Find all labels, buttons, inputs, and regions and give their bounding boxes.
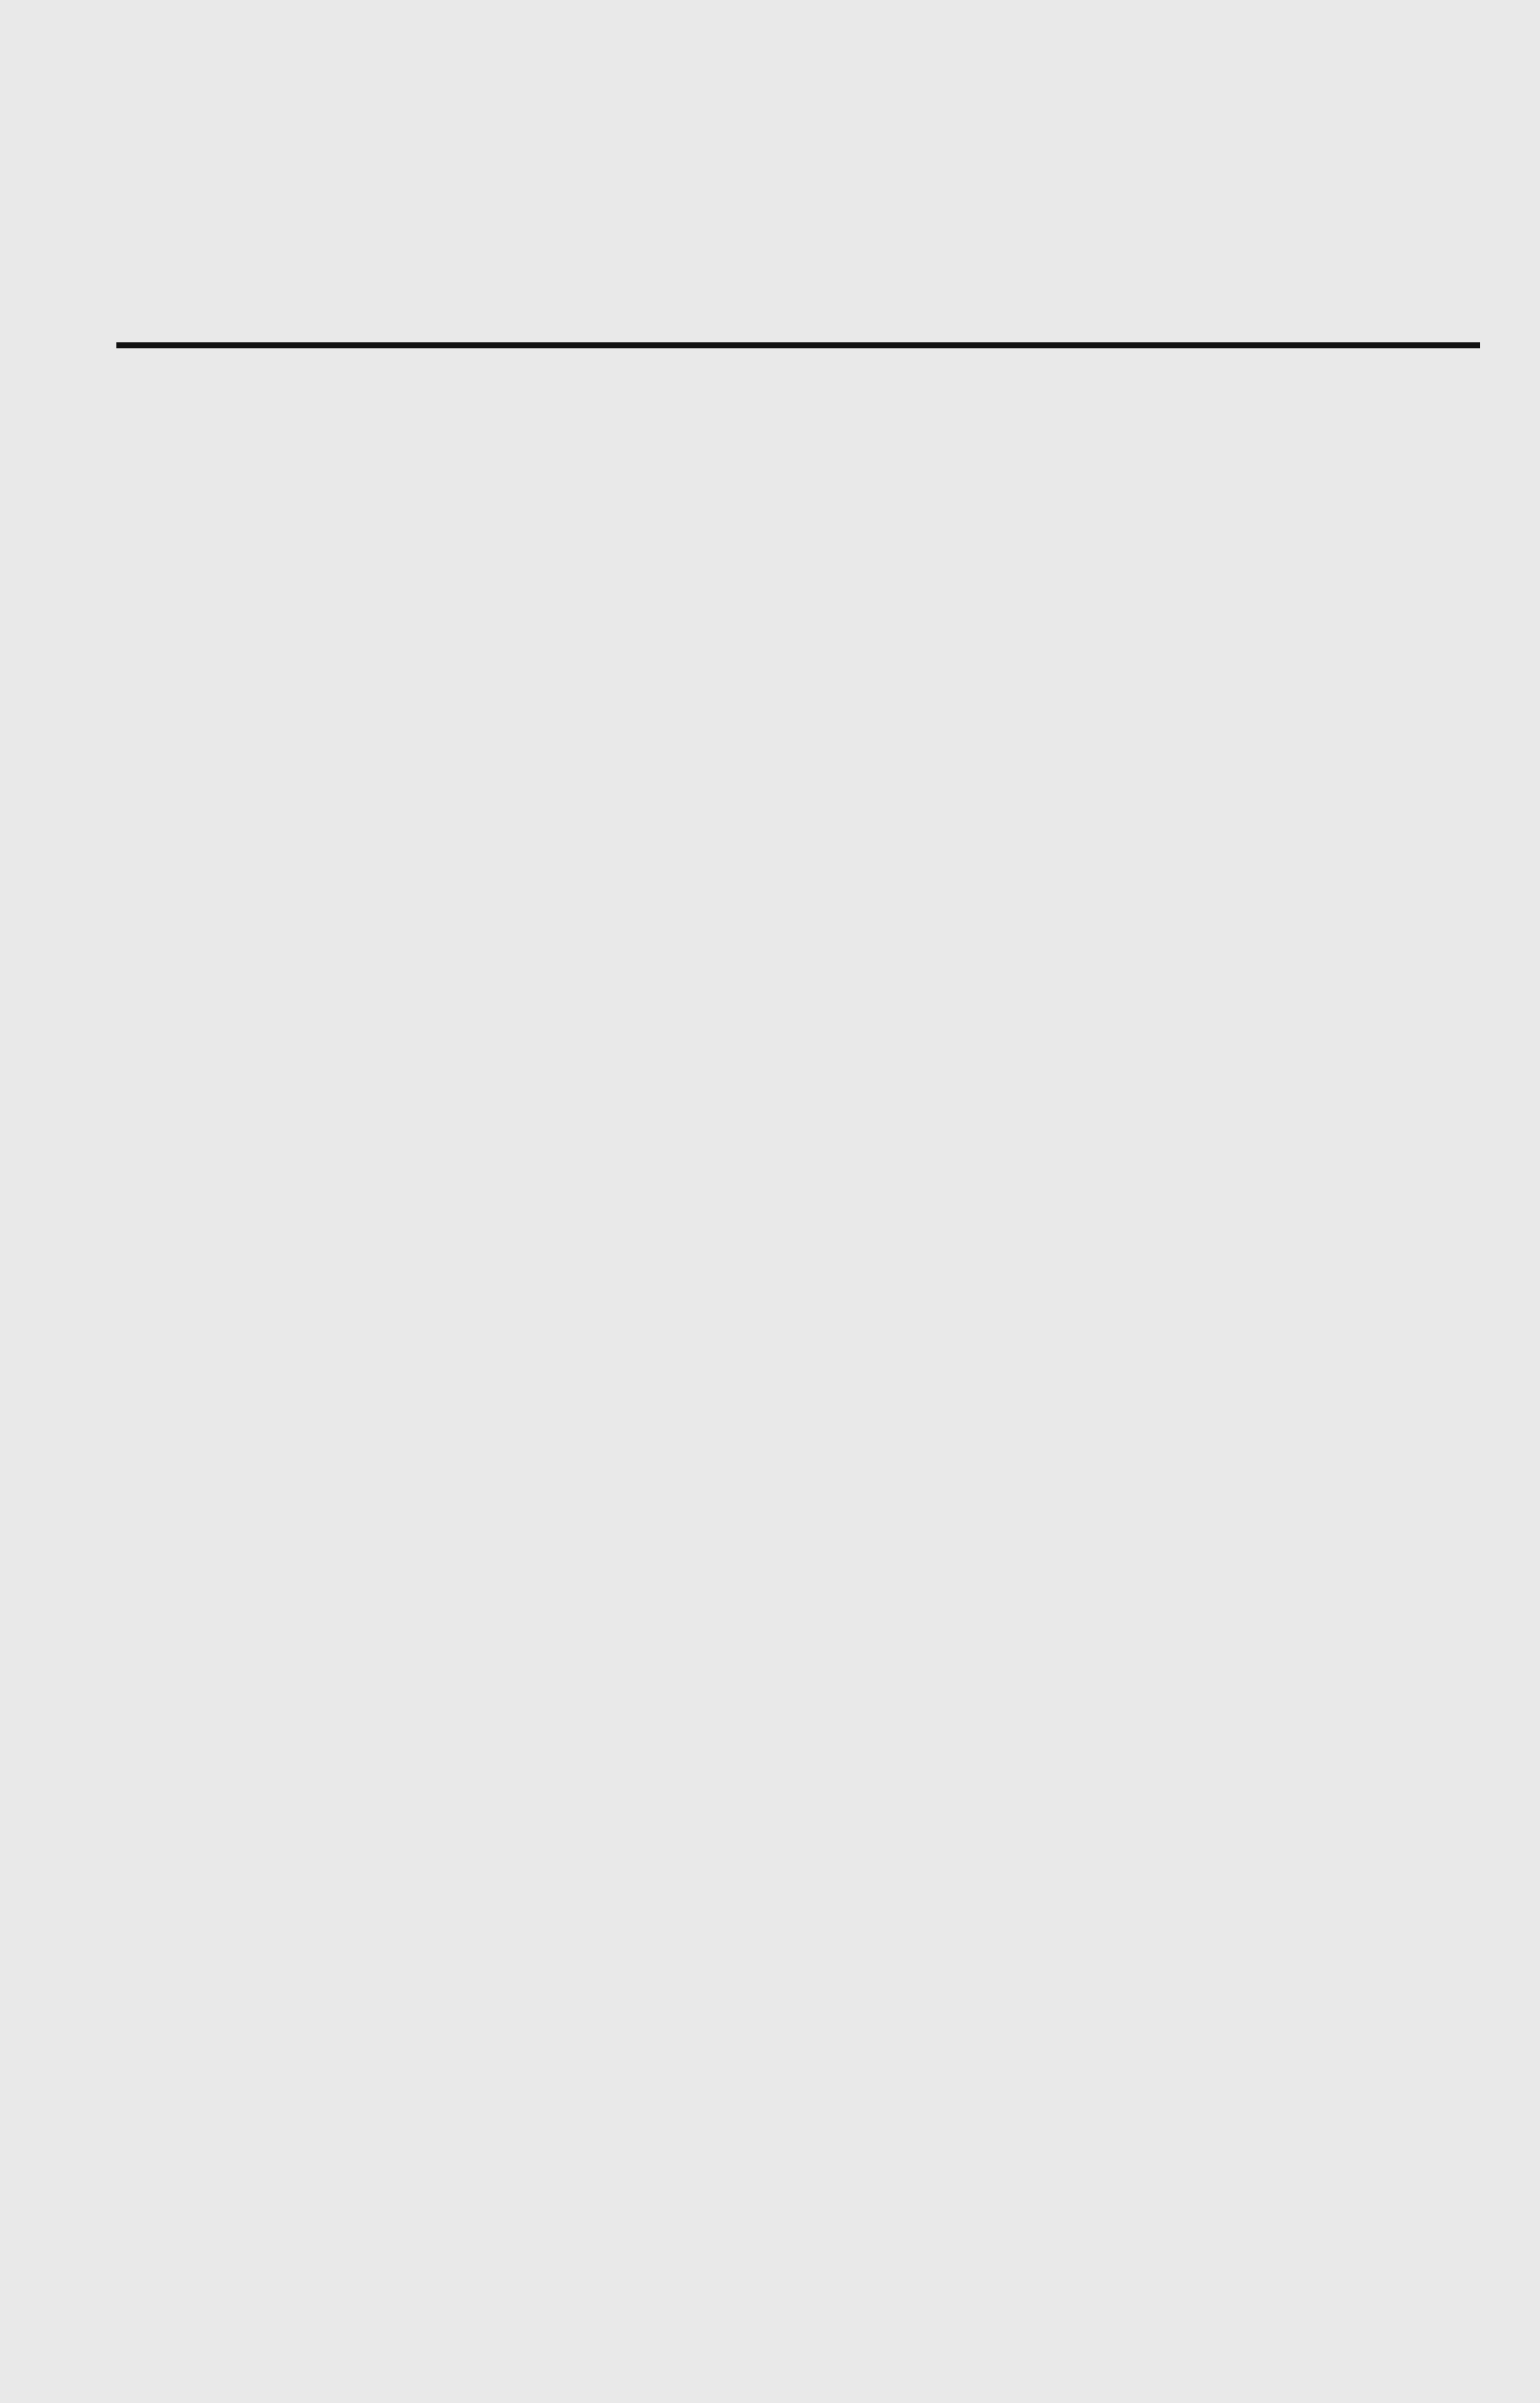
top-rule	[116, 342, 1480, 348]
